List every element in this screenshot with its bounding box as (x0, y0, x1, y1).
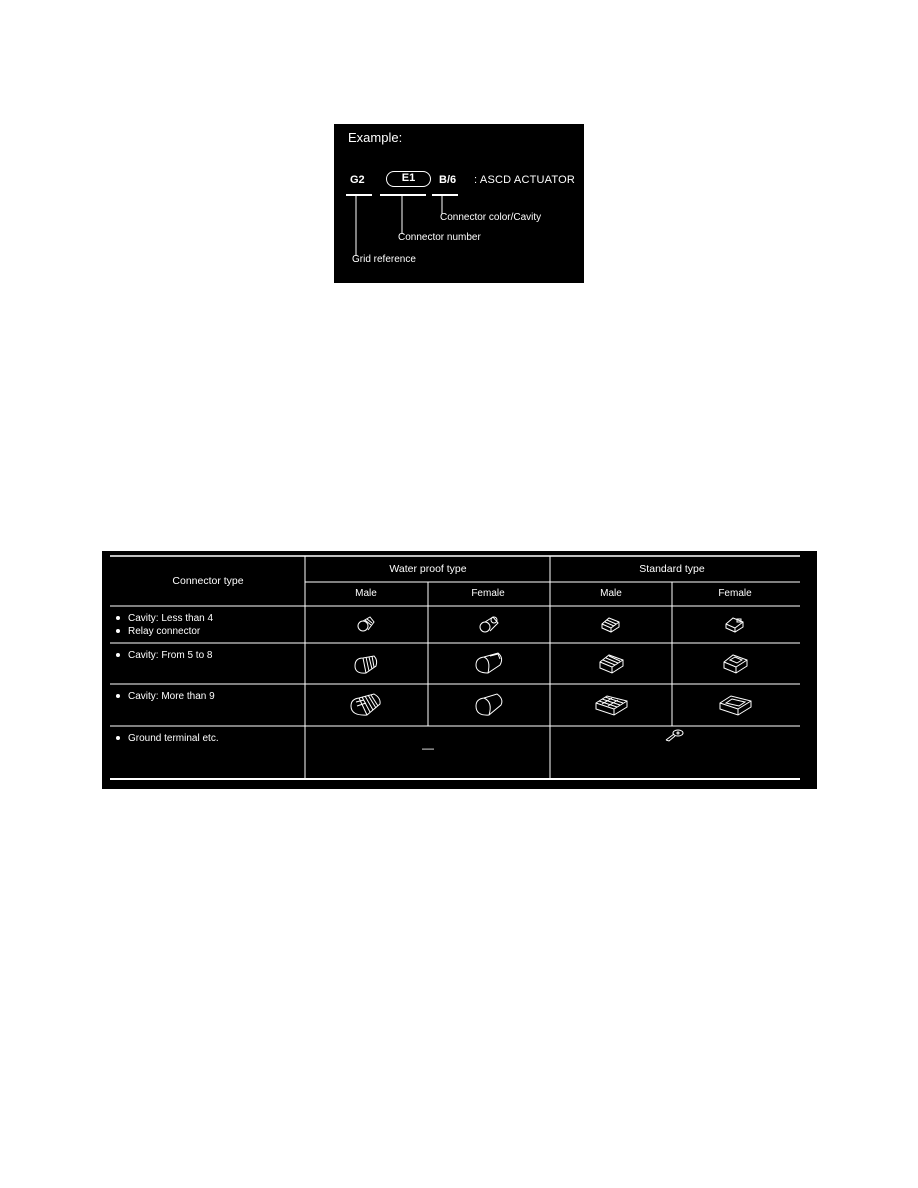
annotation-connector-number: Connector number (398, 232, 481, 243)
grid-reference-value: G2 (350, 174, 365, 186)
waterproof-female-medium-icon (472, 650, 506, 676)
header-waterproof-female: Female (471, 588, 505, 599)
connector-type-table (102, 551, 817, 789)
header-waterproof-male: Male (355, 588, 377, 599)
bullet-icon (116, 736, 120, 740)
standard-male-medium-icon (598, 651, 626, 675)
annotation-color-cavity: Connector color/Cavity (440, 212, 542, 223)
header-water-proof-type: Water proof type (389, 563, 467, 575)
standard-female-medium-icon (722, 651, 750, 675)
example-title: Example: (348, 130, 403, 145)
connector-color-cavity-value: B/6 (439, 174, 457, 186)
row-label-small: Cavity: Less than 4 Relay connector (116, 612, 213, 638)
ground-waterproof-dash: — (422, 741, 434, 755)
standard-female-large-icon (718, 691, 754, 719)
bullet-icon (116, 694, 120, 698)
header-standard-type: Standard type (639, 563, 705, 575)
bullet-icon (116, 629, 120, 633)
standard-female-small-icon (724, 614, 746, 634)
bullet-icon (116, 616, 120, 620)
row-label-large: Cavity: More than 9 (116, 690, 215, 703)
waterproof-male-small-icon (356, 615, 376, 633)
header-standard-male: Male (600, 588, 622, 599)
standard-male-small-icon (600, 614, 622, 634)
ground-terminal-icon (664, 729, 686, 743)
waterproof-male-large-icon (348, 691, 384, 719)
example-panel (334, 124, 584, 283)
connector-number-value: E1 (386, 171, 431, 187)
waterproof-female-large-icon (472, 691, 506, 719)
header-connector-type: Connector type (172, 575, 244, 587)
bullet-icon (116, 653, 120, 657)
row-label-medium: Cavity: From 5 to 8 (116, 649, 212, 662)
component-name: : ASCD ACTUATOR (474, 174, 576, 186)
header-standard-female: Female (718, 588, 752, 599)
waterproof-female-small-icon (478, 614, 500, 634)
row-label-ground: Ground terminal etc. (116, 732, 219, 745)
standard-male-large-icon (594, 691, 630, 719)
waterproof-male-medium-icon (352, 652, 380, 676)
annotation-grid-reference: Grid reference (352, 254, 416, 265)
